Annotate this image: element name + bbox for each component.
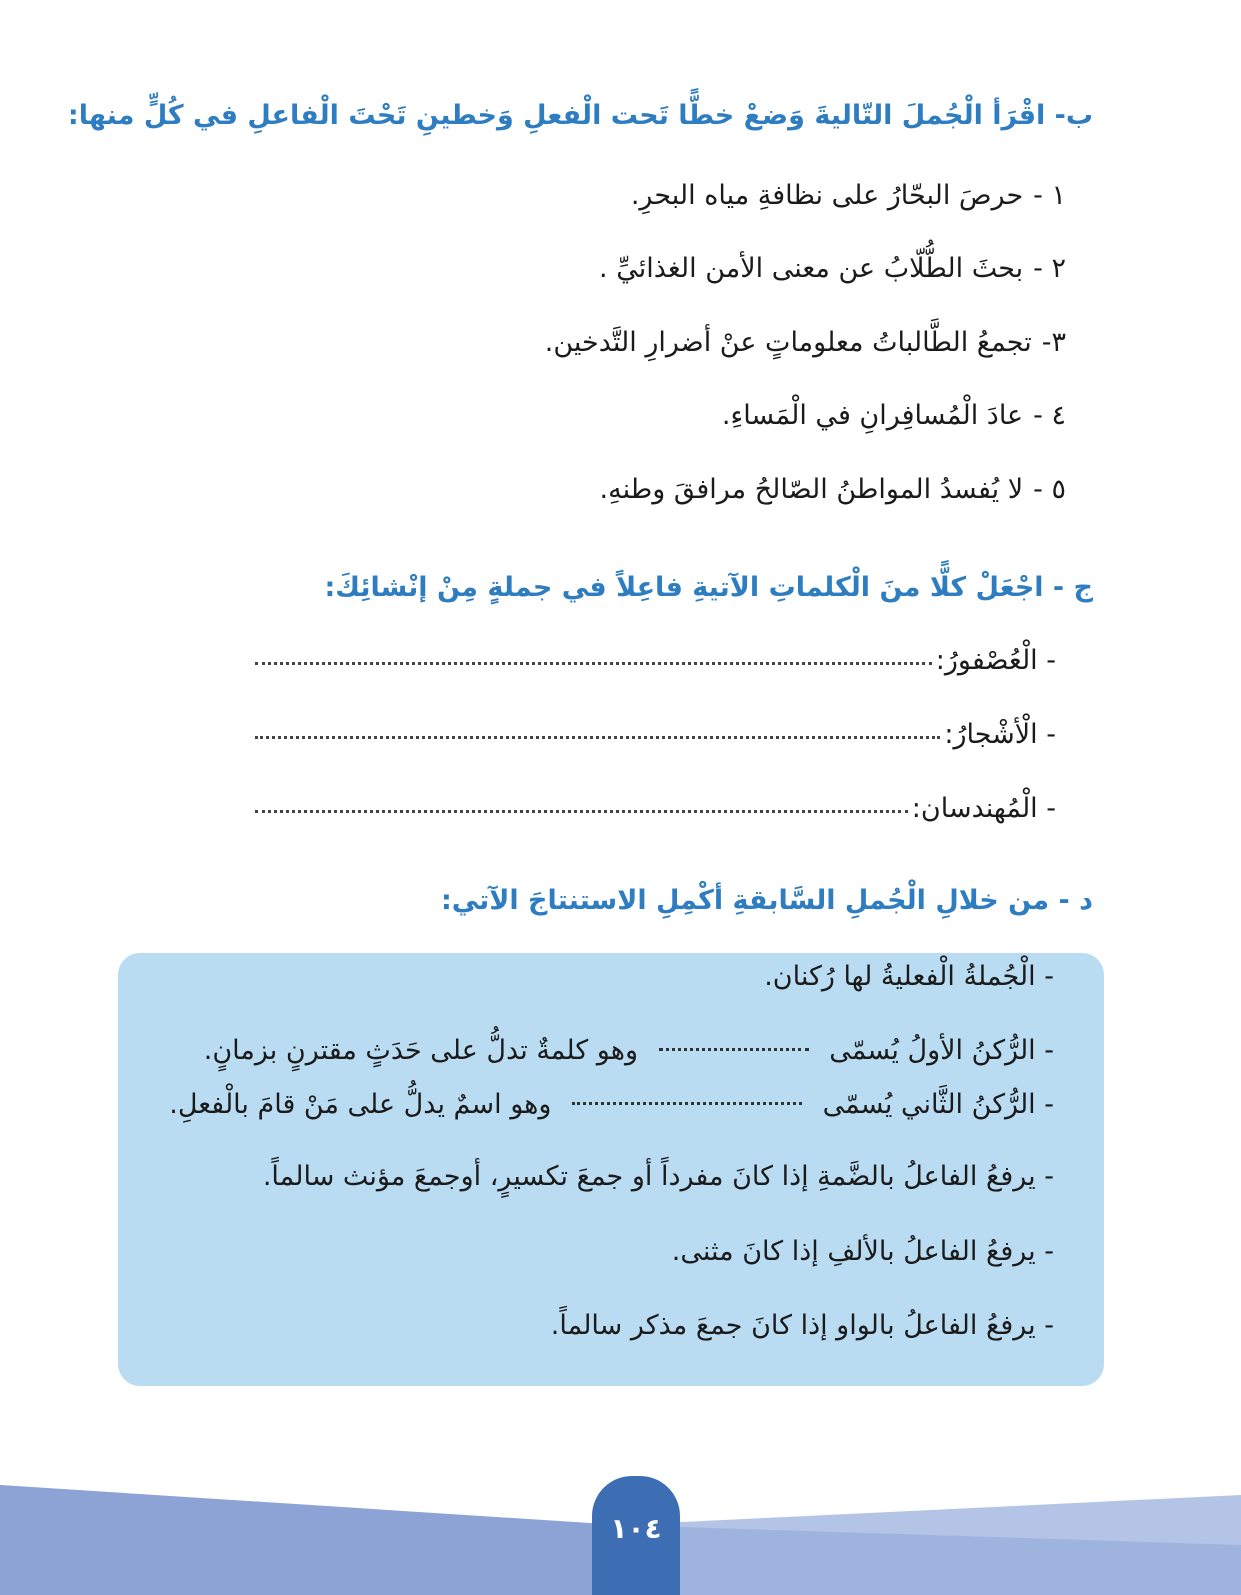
answer-blank[interactable]	[255, 809, 908, 813]
conclusion-line-4: - يرفعُ الفاعلُ بالضَّمةِ إذا كانَ مفرداً أو جمعَ تكسيرٍ، أوجمعَ مؤنث سالماً.	[262, 1161, 1054, 1192]
section-d-heading: د - من خلالِ الْجُملِ السَّابقةِ أكْمِلِ الاستنتاجَ الآتي:	[440, 885, 1093, 916]
line-end-text: وهو اسمٌ يدلُّ على مَنْ قامَ بالْفعلِ.	[169, 1089, 552, 1120]
conclusion-line-2	[204, 1035, 1054, 1066]
section-b-heading: ب- اقْرَأ الْجُملَ التّاليةَ وَضعْ خطًّا تَحت الْفعلِ وَخطينِ تَحْتَ الْفاعلِ في كُلٍّ منها:	[67, 100, 1093, 131]
word-label: - الْمُهندسان:	[911, 793, 1056, 824]
conclusion-line-6: - يرفعُ الفاعلُ بالواو إذا كانَ جمعَ مذكر سالماً.	[550, 1310, 1054, 1341]
sentence-text: لا يُفسدُ المواطنُ الصّالحُ مرافقَ وطنهِ.	[599, 474, 1024, 505]
fill-in-line-3[interactable]	[255, 793, 1056, 824]
word-label: - الْعُصْفورُ:	[935, 645, 1056, 676]
sentence-text: حرصَ البحّارُ على نظافةِ مياه البحرِ.	[630, 180, 1024, 211]
answer-blank[interactable]	[255, 735, 940, 739]
sentence-5	[600, 474, 1066, 505]
conclusion-line-5: - يرفعُ الفاعلُ بالألفِ إذا كانَ مثنى.	[671, 1236, 1054, 1267]
conclusion-line-3	[169, 1089, 1054, 1120]
sentence-text: عادَ الْمُسافِرانِ في الْمَساءِ.	[721, 400, 1024, 431]
sentence-number: ٥ -	[1033, 474, 1066, 505]
answer-blank[interactable]	[659, 1048, 809, 1051]
sentence-number: ٢ -	[1033, 253, 1066, 284]
sentence-text: تجمعُ الطَّالباتُ معلوماتٍ عنْ أضرارِ التَّدخين.	[544, 327, 1032, 358]
answer-blank[interactable]	[572, 1102, 802, 1105]
fill-in-line-2[interactable]	[255, 719, 1056, 750]
sentence-2	[599, 253, 1066, 284]
sentence-3	[545, 327, 1066, 358]
sentence-1	[631, 180, 1066, 211]
sentence-4	[722, 400, 1066, 431]
section-c-heading: ج - اجْعَلْ كلًّا منَ الْكلماتِ الآتيةِ فاعِلاً في جملةٍ مِنْ إنْشائِكَ:	[324, 572, 1093, 603]
fill-in-line-1[interactable]	[255, 645, 1056, 676]
sentence-text: بحثَ الطُّلّابُ عن معنى الأمن الغذائيِّ .	[599, 253, 1024, 284]
page-number: ١٠٤	[610, 1512, 662, 1545]
answer-blank[interactable]	[255, 661, 932, 665]
word-label: - الْأشْجارُ:	[944, 719, 1056, 750]
conclusion-box	[118, 953, 1104, 1386]
sentence-number: ٣-	[1041, 327, 1066, 358]
conclusion-line-1: - الْجُملةُ الْفعليةُ لها رُكنان.	[764, 961, 1054, 992]
line-start-text: - الرُّكنُ الأولُ يُسمّى	[829, 1035, 1054, 1066]
line-start-text: - الرُّكنُ الثَّاني يُسمّى	[822, 1089, 1054, 1120]
sentence-number: ١ -	[1033, 180, 1066, 211]
sentence-number: ٤ -	[1033, 400, 1066, 431]
line-end-text: وهو كلمةٌ تدلُّ على حَدَثٍ مقترنٍ بزمانٍ.	[203, 1035, 639, 1066]
